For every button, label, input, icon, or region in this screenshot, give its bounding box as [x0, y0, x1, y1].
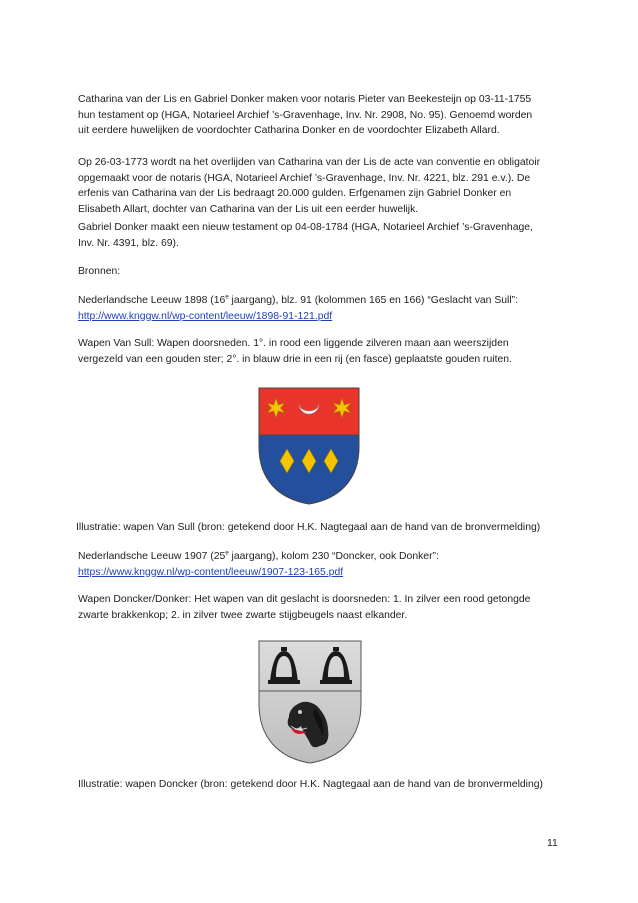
coat-of-arms-van-sull — [249, 385, 369, 507]
source-1898 — [78, 293, 566, 324]
caption-doncker: Illustratie: wapen Doncker (bron: getekend door H.K. Nagtegaal aan de hand van de bronvermelding) — [78, 779, 543, 790]
citation-text: jaargang), blz. 91 (kolommen 165 en 166) “Geslacht van Sull”: — [228, 295, 519, 306]
citation-text: jaargang), kolom 230 “Doncker, ook Donker”: — [228, 551, 439, 562]
text-line: vergezeld van een gouden ster; 2°. in blauw drie in een rij (en fasce) geplaatste gouden ruiten. — [78, 353, 512, 365]
citation-text: Nederlandsche Leeuw 1898 (16 — [78, 295, 226, 306]
wapen-van-sull-description — [78, 336, 566, 367]
text-line: Elisabeth Allart, dochter van Catharina van der Lis uit een eerder huwelijk. — [78, 203, 419, 215]
text-line: Catharina van der Lis en Gabriel Donker maken voor notaris Pieter van Beekesteijn op 03-11-1755 — [78, 94, 532, 105]
text-line: Wapen Doncker/Donker: Het wapen van dit geslacht is doorsneden: 1. In zilver een rood getongde — [78, 594, 531, 605]
text-line: uit eerdere huwelijken de voordochter Catharina Donker en de voordochter Elizabeth Allard. — [78, 125, 500, 137]
source-citation — [78, 549, 566, 565]
red-field — [249, 385, 369, 435]
source-1907 — [78, 549, 566, 580]
text-line: Op 26-03-1773 wordt na het overlijden van Catharina van der Lis de acte van conventie en obligatoir — [78, 157, 541, 168]
superscript: e — [225, 294, 229, 301]
text-line: Wapen Van Sull: Wapen doorsneden. 1°. in rood een liggende zilveren maan aan weerszijden — [78, 338, 509, 349]
paragraph-testament-1755 — [78, 92, 566, 139]
text-line: erfenis van Catharina van der Lis bedraagt 20.000 gulden. Erfgenamen zijn Gabriel Donker en — [78, 188, 512, 200]
citation-text: Nederlandsche Leeuw 1907 (25 — [78, 551, 226, 562]
paragraph-testament-1784 — [78, 220, 566, 251]
text-line: zwarte brakkenkop; 2. in zilver twee zwarte stijgbeugels naast elkander. — [78, 609, 408, 621]
wapen-doncker-description — [78, 592, 566, 623]
text-line: opgemaakt voor de notaris (HGA, Notarieel Archief ’s-Gravenhage, Inv. Nr. 4221, blz. 291 e.v.). De — [78, 172, 531, 184]
text-line: hun testament op (HGA, Notarieel Archief ’s-Gravenhage, Inv. Nr. 2908, No. 95). Genoemd worden — [78, 109, 533, 121]
text-line: Inv. Nr. 4391, blz. 69). — [78, 237, 179, 249]
source-citation — [78, 293, 566, 309]
source-link-1898[interactable]: http://www.knggw.nl/wp-content/leeuw/1898-91-121.pdf — [78, 310, 333, 322]
silver-field — [259, 641, 361, 763]
bronnen-label: Bronnen: — [78, 266, 121, 277]
caption-van-sull: Illustratie: wapen Van Sull (bron: getekend door H.K. Nagtegaal aan de hand van de bronvermelding) — [76, 522, 541, 533]
superscript: e — [225, 550, 229, 557]
coat-of-arms-doncker — [251, 638, 369, 766]
text-line: Gabriel Donker maakt een nieuw testament op 04-08-1784 (HGA, Notarieel Archief ’s-Gravenhage, — [78, 222, 533, 233]
source-link-1907[interactable]: https://www.knggw.nl/wp-content/leeuw/1907-123-165.pdf — [78, 566, 344, 578]
bronnen-heading — [78, 264, 566, 280]
paragraph-conventie-1773 — [78, 155, 566, 217]
page-number: 11 — [547, 838, 558, 849]
